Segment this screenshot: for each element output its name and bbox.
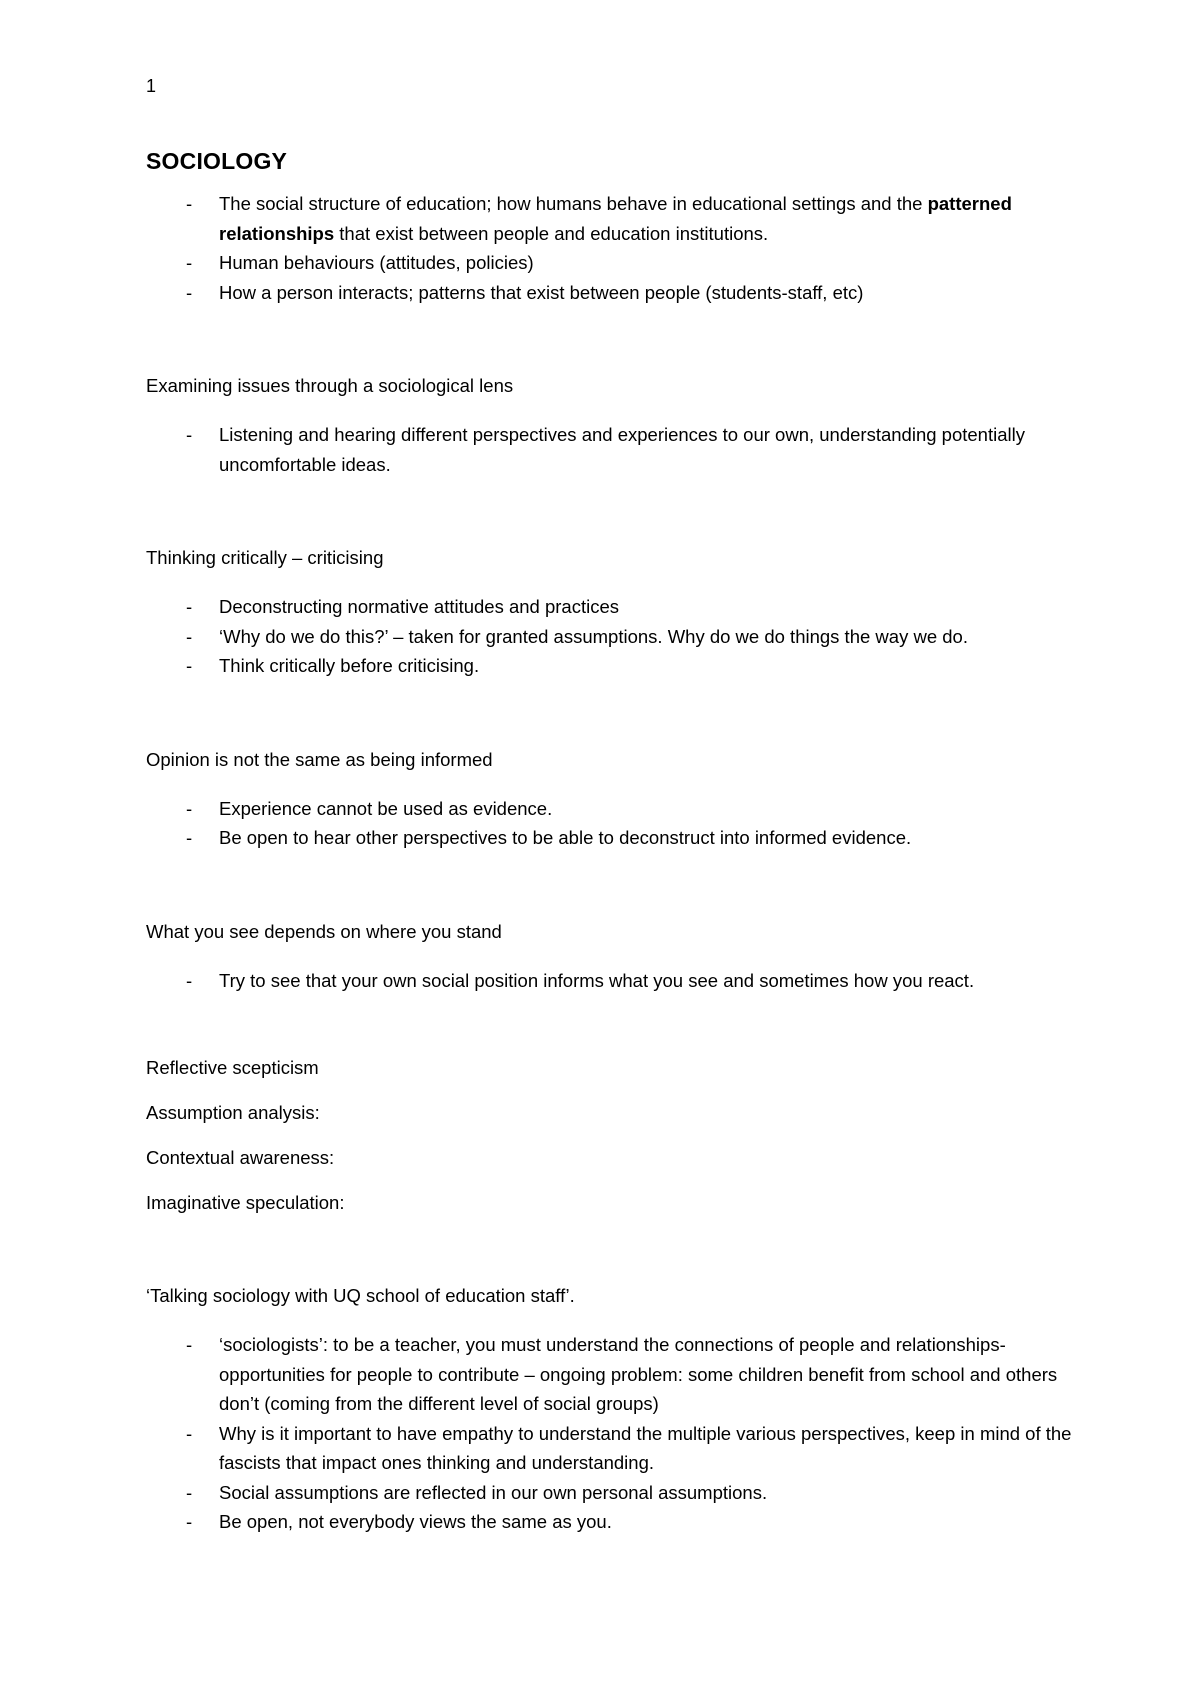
section-list	[146, 794, 1076, 853]
list-item	[146, 1478, 1076, 1508]
section-lens	[146, 371, 1076, 479]
section-heading: Examining issues through a sociological lens	[146, 375, 514, 396]
bullet-text: Experience cannot be used as evidence.	[219, 797, 553, 819]
dash-marker: -	[186, 424, 193, 445]
section-heading: Opinion is not the same as being informed	[146, 748, 493, 770]
section-stand	[146, 917, 1076, 996]
dash-marker: -	[186, 655, 193, 676]
list-item	[146, 592, 1076, 622]
document-body	[146, 148, 1076, 1537]
list-item	[146, 622, 1076, 652]
dash-marker: -	[186, 1334, 193, 1355]
dash-marker: -	[186, 797, 193, 819]
dash-marker: -	[186, 969, 193, 991]
section-list	[146, 1330, 1076, 1537]
bullet-text: Why is it important to have empathy to understand the multiple various perspectives, keep in mind of the fascists that impact ones thinking and understanding.	[219, 1422, 1072, 1473]
bullet-text: Think critically before criticising.	[219, 655, 480, 676]
bullet-text: Human behaviours (attitudes, policies)	[219, 252, 534, 273]
bullet-text: ‘sociologists’: to be a teacher, you must understand the connections of people and relationships- opportunities for people to contribute – ongoing problem: some children benefit from school and others don’t (coming from the different level of social groups)	[219, 1334, 1058, 1414]
bullet-text: How a person interacts; patterns that exist between people (students-staff, etc)	[219, 281, 864, 303]
bullet-text: The social structure of education; how humans behave in educational settings and the	[219, 193, 928, 214]
bullet-text: Be open to hear other perspectives to be able to deconstruct into informed evidence.	[219, 827, 912, 848]
list-item	[146, 1507, 1076, 1537]
skill-item: Reflective scepticism	[146, 1057, 319, 1078]
dash-marker: -	[186, 625, 193, 647]
section-list	[146, 592, 1076, 681]
list-item	[146, 420, 1076, 479]
bullet-text: Be open, not everybody views the same as you.	[219, 1511, 612, 1532]
dash-marker: -	[186, 1481, 193, 1503]
bullet-text: Listening and hearing different perspectives and experiences to our own, understanding potentially uncomfortable ideas.	[219, 424, 1025, 475]
section-heading: ‘Talking sociology with UQ school of education staff’.	[146, 1285, 575, 1306]
dash-marker: -	[186, 827, 193, 848]
dash-marker: -	[186, 193, 193, 214]
list-item	[146, 966, 1076, 996]
bullet-text: that exist between people and education institutions.	[334, 222, 769, 244]
list-item	[146, 278, 1076, 308]
list-item	[146, 794, 1076, 824]
dash-marker: -	[186, 281, 193, 303]
list-item	[146, 189, 1076, 248]
page-number: 1	[146, 76, 157, 96]
list-item	[146, 823, 1076, 853]
section-list	[146, 966, 1076, 996]
list-item	[146, 651, 1076, 681]
list-item	[146, 1330, 1076, 1419]
list-item	[146, 248, 1076, 278]
section-talk	[146, 1281, 1076, 1537]
section-heading: What you see depends on where you stand	[146, 920, 502, 942]
page-title: SOCIOLOGY	[146, 148, 288, 174]
skill-item: Assumption analysis:	[146, 1102, 320, 1123]
bullet-text: Try to see that your own social position informs what you see and sometimes how you react.	[219, 969, 975, 991]
section-critical	[146, 543, 1076, 681]
skill-item: Imaginative speculation:	[146, 1192, 345, 1213]
section-list	[146, 420, 1076, 479]
intro-list	[146, 189, 1076, 307]
section-opinion	[146, 745, 1076, 853]
bullet-text: Social assumptions are reflected in our own personal assumptions.	[219, 1481, 768, 1503]
skill-item: Contextual awareness:	[146, 1147, 335, 1168]
bullet-bold-text: patterned relationships	[219, 193, 1012, 244]
list-item	[146, 1419, 1076, 1478]
skills-list	[146, 1053, 1076, 1217]
dash-marker: -	[186, 596, 193, 617]
bullet-text: Deconstructing normative attitudes and practices	[219, 596, 620, 617]
dash-marker: -	[186, 1511, 193, 1532]
dash-marker: -	[186, 252, 193, 273]
dash-marker: -	[186, 1422, 193, 1444]
section-heading: Thinking critically – criticising	[146, 547, 384, 568]
bullet-text: ‘Why do we do this?’ – taken for granted assumptions. Why do we do things the way we do.	[219, 625, 968, 647]
